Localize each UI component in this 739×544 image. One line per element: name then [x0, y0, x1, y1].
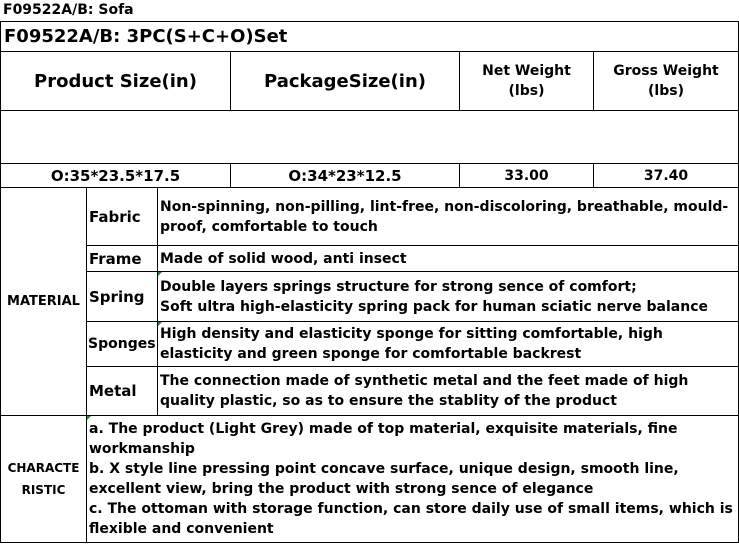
- characteristic-label-line-2: RISTIC: [21, 483, 66, 497]
- spec-sheet-table: [0, 21, 739, 543]
- material-desc-spring: [160, 272, 736, 321]
- value-package-size: O:34*23*12.5: [288, 166, 402, 185]
- spring-line-2: Soft ultra high-elasticity spring pack for human sciatic nerve balance: [160, 298, 709, 315]
- header-gross-weight: Gross Weight (lbs): [613, 63, 719, 99]
- comment-marker: [87, 416, 91, 420]
- characteristic-item-b: b. X style line pressing point concave surface, unique design, smooth line, excellent view, bring the product with strong sence of elegance: [89, 461, 679, 497]
- material-name-spring: Spring: [89, 287, 145, 306]
- value-product-size: O:35*23.5*17.5: [50, 166, 181, 185]
- set-title: F09522A/B: 3PC(S+C+O)Set: [4, 26, 288, 47]
- material-label: MATERIAL: [7, 294, 80, 309]
- comment-marker: [158, 272, 162, 276]
- header-net-weight: Net Weight (lbs): [482, 63, 571, 99]
- header-product-size: Product Size(in): [34, 70, 197, 92]
- value-net-weight: 33.00: [504, 167, 549, 184]
- comment-marker: [158, 322, 162, 326]
- rule: [86, 187, 87, 542]
- material-name-frame: Frame: [89, 249, 142, 268]
- material-desc-frame: Made of solid wood, anti insect: [160, 250, 407, 267]
- empty-row: [1, 111, 738, 163]
- characteristic-list: [89, 416, 734, 542]
- material-desc-fabric: Non-spinning, non-pilling, lint-free, non-discoloring, breathable, mould-proof, comfortable to touch: [160, 198, 729, 235]
- material-name-metal: Metal: [89, 382, 137, 400]
- header-package-size: PackageSize(in): [264, 70, 426, 92]
- characteristic-item-a: a. The product (Light Grey) made of top material, exquisite materials, fine workmanship: [89, 421, 678, 457]
- characteristic-label: [1, 416, 86, 542]
- material-desc-sponges: High density and elasticity sponge for sitting comfortable, high elasticity and green sponge for comfortable backrest: [160, 326, 663, 362]
- characteristic-item-c: c. The ottoman with storage function, can store daily use of small items, which is flexible and convenient: [89, 501, 733, 537]
- material-desc-metal: The connection made of synthetic metal and the feet made of high quality plastic, so as to ensure the stablity of the product: [160, 373, 689, 409]
- characteristic-label-line-1: CHARACTE: [7, 461, 80, 475]
- rule: [157, 187, 158, 416]
- caption-title: F09522A/B: Sofa: [3, 2, 134, 18]
- spring-line-1: Double layers springs structure for strong sence of comfort;: [160, 278, 637, 295]
- material-name-sponges: Sponges: [88, 336, 156, 352]
- rule: [0, 542, 739, 543]
- material-name-fabric: Fabric: [89, 207, 141, 226]
- value-gross-weight: 37.40: [643, 167, 689, 184]
